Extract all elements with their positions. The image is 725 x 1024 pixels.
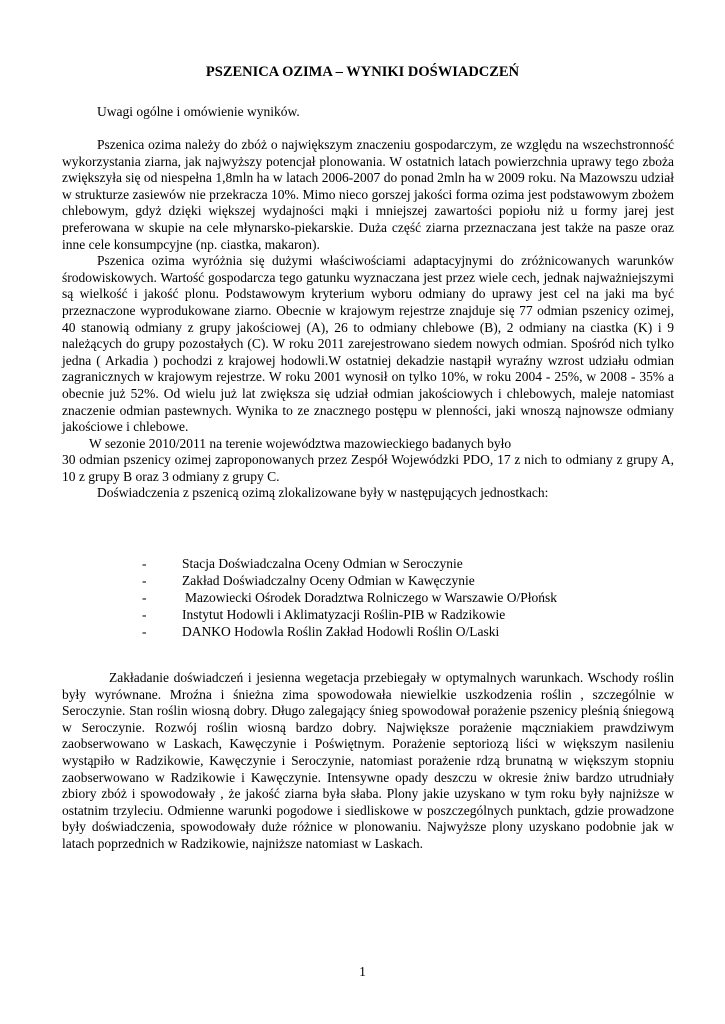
paragraph-conditions: Zakładanie doświadczeń i jesienna wegetacja przebiegały w optymalnych warunkach. Wschody roślin były wyrównane. Mroźna i śnieżna zima spowodowała niewielkie uszkodzenia roślin , szczególnie w Seroczynie. Stan roślin wiosną dobry. Długo zalegający śnieg spowodował porażenie pszenicy pleśnią śniegową w Seroczynie. Rozwój roślin wiosną bardzo dobry. Największe porażenie mączniakiem prawdziwym zaobserwowano w Laskach, Kawęczynie i Poświętnym. Porażenie septoriozą liści w większym nasileniu wystąpiło w Radzikowie, Kawęczynie i Seroczynie, natomiast porażenie rdzą brunatną w większym stopniu zaobserwowano w Radzikowie i Kawęczynie. Intensywne opady deszczu w okresie żniw bardzo utrudniały zbiory zbóż i spowodowały , że jakość ziarna była słaba. Plony jakie uzyskano w tym roku były najniższe w ostatnim trzyleciu. Odmienne warunki pogodowe i siedliskowe w poszczególnych punktach, gdzie prowadzone były doświadczenia, spowodowały duże różnice w plonowaniu. Najwyższe plony uzyskano podobnie jak w latach poprzednich w Radzikowie, najniższe natomiast w Laskach. xyxy=(62,670,674,851)
paragraph-locations-intro: Doświadczenia z pszenicą ozimą zlokalizowane były w następujących jednostkach: xyxy=(97,485,549,501)
locations-list xyxy=(142,556,662,641)
section-subtitle: Uwagi ogólne i omówienie wyników. xyxy=(97,104,300,119)
location-name: Instytut Hodowli i Aklimatyzacji Roślin-PIB w Radzikowie xyxy=(182,607,506,622)
list-item xyxy=(142,624,662,641)
paragraph-varieties-count: 30 odmian pszenicy ozimej zaproponowanych przez Zespół Wojewódzki PDO, 17 z nich to odmiany z grupy A, 10 z grupy B oraz 3 odmiany z grupy C. xyxy=(62,452,674,484)
location-name: Zakład Doświadczalny Oceny Odmian w Kawęczynie xyxy=(182,573,475,588)
list-marker: - xyxy=(142,573,147,588)
list-item xyxy=(142,556,662,573)
list-marker: - xyxy=(142,607,147,622)
paragraph-importance: Pszenica ozima należy do zbóż o największym znaczeniu gospodarczym, ze względu na wszechstronność wykorzystania ziarna, jak najwyższy potencjał plonowania. W ostatnich latach powierzchnia uprawy tego zboża zwiększyła się od niespełna 1,8mln ha w latach 2006-2007 do ponad 2mln ha w 2009 roku. Na Mazowszu udział w strukturze zasiewów nie przekracza 10%. Mimo nieco gorszej jakości forma ozima jest podstawowym zbożem chlebowym, gdyż dzięki większej wydajności mąki i mniejszej zawartości popiołu niż u formy jarej jest preferowana w skupie na cele młynarsko-piekarskie. Duża część ziarna przeznaczana jest także na pasze oraz inne cele konsumpcyjne (np. ciastka, makaron). xyxy=(62,137,674,252)
list-marker: - xyxy=(142,556,147,571)
page-title: PSZENICA OZIMA – WYNIKI DOŚWIADCZEŃ xyxy=(205,64,520,80)
page-number: 1 xyxy=(359,964,366,979)
intro-text-block xyxy=(62,137,674,502)
paragraph-adaptation: Pszenica ozima wyróżnia się dużymi właściwościami adaptacyjnymi do zróżnicowanych warunków środowiskowych. Wartość gospodarcza tego gatunku wyznaczana jest przez wiele cech, jednak najważniejszymi są wielkość i jakość plonu. Podstawowym kryterium wyboru odmiany do uprawy jest cel na jaki ma być przeznaczone wyprodukowane ziarno. Obecnie w krajowym rejestrze znajduje się 77 odmian pszenicy ozimej, 40 stanowią odmiany z grupy jakościowej (A), 26 to odmiany chlebowe (B), 2 odmiany na ciastka (K) i 9 należących do grupy pozostałych (C). W roku 2011 zarejestrowano siedem nowych odmian. Spośród nich tylko jedna ( Arkadia ) pochodzi z krajowej hodowli.W ostatniej dekadzie nastąpił wyraźny wzrost udziału odmian zagranicznych w krajowym rejestrze. W roku 2001 wynosił on tylko 10%, w roku 2004 - 25%, w 2008 - 35% a obecnie już 52%. Od wielu już lat zwiększa się udział odmian jakościowych i chlebowych, maleje natomiast znaczenie odmian pastewnych. Wynika to ze znacznego postępu w plenności, jaki wnoszą najnowsze odmiany jakościowe i chlebowe. xyxy=(62,253,674,435)
list-marker: - xyxy=(142,624,147,639)
conditions-text-block xyxy=(62,670,674,853)
list-item xyxy=(142,607,662,624)
paragraph-season: W sezonie 2010/2011 na terenie województwa mazowieckiego badanych było xyxy=(89,435,512,451)
location-name: Stacja Doświadczalna Oceny Odmian w Seroczynie xyxy=(182,556,463,571)
list-item xyxy=(142,573,662,590)
list-marker: - xyxy=(142,590,147,605)
location-name: DANKO Hodowla Roślin Zakład Hodowli Roślin O/Laski xyxy=(182,624,500,639)
location-name: Mazowiecki Ośrodek Doradztwa Rolniczego w Warszawie O/Płońsk xyxy=(185,590,558,605)
list-item xyxy=(142,590,662,607)
